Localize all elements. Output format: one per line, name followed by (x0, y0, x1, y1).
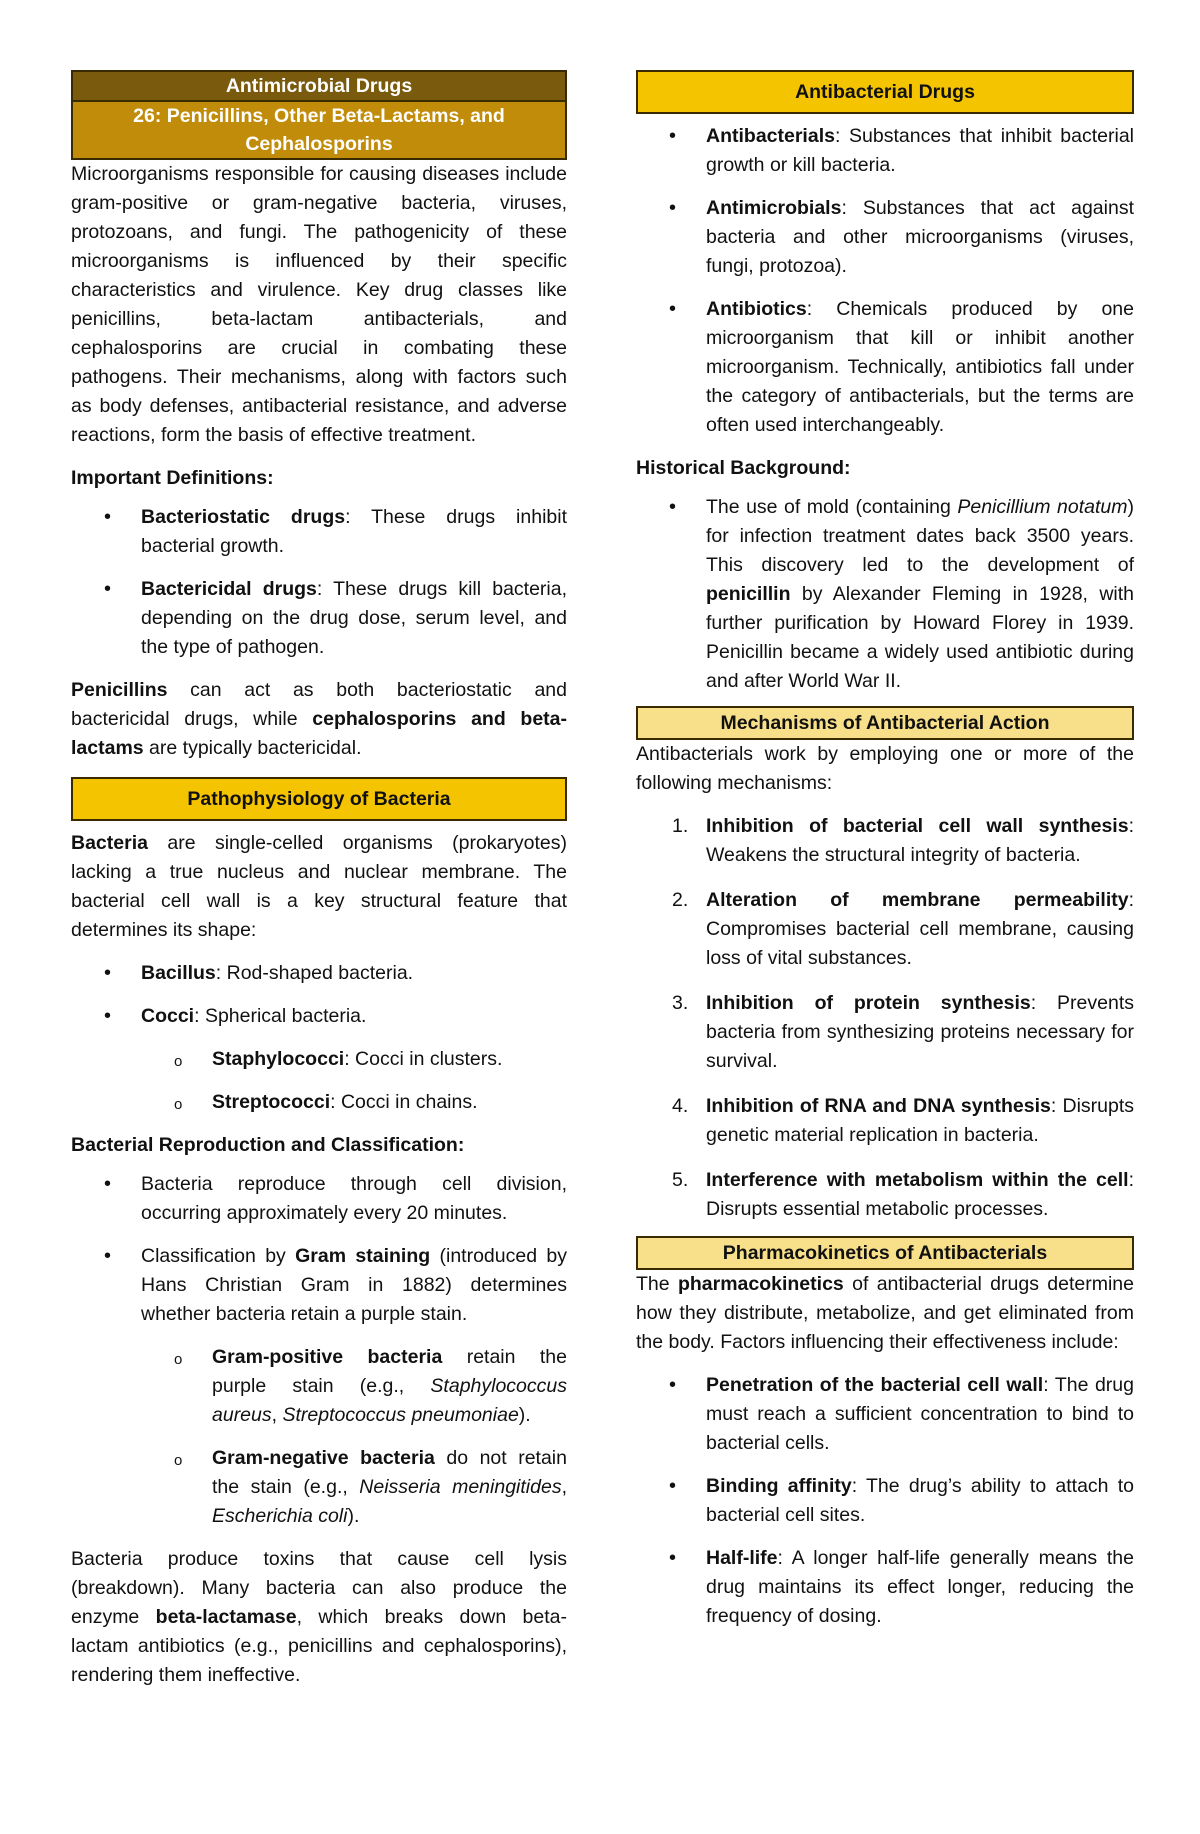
list-item: 5. Interference with metabolism within the cell: Disrupts essential metabolic processes. (672, 1169, 1134, 1220)
section-header-pathophysiology: Pathophysiology of Bacteria (71, 777, 567, 821)
pk-factors-list (636, 1371, 1134, 1631)
terms-list (636, 122, 1134, 440)
list-item: o Streptococci: Cocci in chains. (71, 1088, 567, 1117)
list-item: o Staphylococci: Cocci in clusters. (71, 1045, 567, 1074)
list-item: • Classification by Gram staining (introduced by Hans Christian Gram in 1882) determines whether bacteria retain a purple stain. (71, 1242, 567, 1329)
list-item: 2. Alteration of membrane permeability: Compromises bacterial cell membrane, causing loss of vital substances. (672, 889, 1134, 969)
section-header-pharmacokinetics: Pharmacokinetics of Antibacterials (636, 1236, 1134, 1270)
list-item: o Gram-negative bacteria do not retain the stain (e.g., Neisseria meningitides, Escherichia coli). (71, 1444, 567, 1531)
list-item: • Antimicrobials: Substances that act against bacteria and other microorganisms (viruses, fungi, protozoa). (636, 194, 1134, 281)
list-item: 3. Inhibition of protein synthesis: Prevents bacteria from synthesizing proteins necessary for survival. (672, 992, 1134, 1072)
pathophysiology-intro: Bacteria are single-celled organisms (prokaryotes) lacking a true nucleus and nuclear membrane. The bacterial cell wall is a key structural feature that determines its shape: (71, 832, 567, 941)
reproduction-list (71, 1170, 567, 1329)
section-header-antibacterial: Antibacterial Drugs (636, 70, 1134, 114)
list-item: • Cocci: Spherical bacteria. (71, 1002, 567, 1031)
right-column (636, 70, 1134, 1645)
cocci-list (71, 1045, 567, 1117)
list-item: o Gram-positive bacteria retain the purple stain (e.g., Staphylococcus aureus, Streptococcus pneumoniae). (71, 1343, 567, 1430)
history-title: Historical Background: (636, 457, 851, 479)
toxins-paragraph: Bacteria produce toxins that cause cell lysis (breakdown). Many bacteria can also produce the enzyme beta-lactamase, which breaks down beta-lactam antibiotics (e.g., penicillins and cephalosporins), rendering them ineffective. (71, 1548, 567, 1686)
definitions-title: Important Definitions: (71, 467, 274, 489)
list-item: • Binding affinity: The drug’s ability to attach to bacterial cell sites. (636, 1472, 1134, 1530)
mechanisms-list (636, 812, 1134, 1224)
list-item: • Penetration of the bacterial cell wall: The drug must reach a sufficient concentration to bind to bacterial cells. (636, 1371, 1134, 1458)
list-item: 4. Inhibition of RNA and DNA synthesis: Disrupts genetic material replication in bacteria. (672, 1095, 1135, 1146)
chapter-title: 26: Penicillins, Other Beta-Lactams, and Cephalosporins (71, 102, 567, 160)
list-item: • Antibacterials: Substances that inhibit bacterial growth or kill bacteria. (636, 122, 1134, 180)
section-header-antimicrobial: Antimicrobial Drugs (71, 70, 567, 102)
definitions-list (71, 503, 567, 662)
list-item: • Antibiotics: Chemicals produced by one microorganism that kill or inhibit another microorganism. Technically, antibiotics fall under the category of antibacterials, but the terms are often used interchangeably. (636, 295, 1134, 440)
pharmacokinetics-intro: The pharmacokinetics of antibacterial drugs determine how they distribute, metabolize, and get eliminated from the body. Factors influencing their effectiveness include: (636, 1273, 1134, 1353)
list-item: • Bacteriostatic drugs: These drugs inhibit bacterial growth. (71, 503, 567, 561)
gram-list (71, 1343, 567, 1531)
list-item: • Half-life: A longer half-life generally means the drug maintains its effect longer, reducing the frequency of dosing. (636, 1544, 1134, 1631)
mechanisms-intro: Antibacterials work by employing one or more of the following mechanisms: (636, 743, 1134, 794)
list-item: • Bacillus: Rod-shaped bacteria. (71, 959, 567, 988)
section-header-mechanisms: Mechanisms of Antibacterial Action (636, 706, 1134, 740)
left-column (71, 70, 567, 1690)
shapes-list (71, 959, 567, 1031)
list-item: • Bactericidal drugs: These drugs kill bacteria, depending on the drug dose, serum level, and the type of pathogen. (71, 575, 567, 662)
intro-paragraph: Microorganisms responsible for causing diseases include gram-positive or gram-negative bacteria, viruses, protozoans, and fungi. The pathogenicity of these microorganisms is influenced by their specific characteristics and virulence. Key drug classes like penicillins, beta-lactam antibacterials, and cephalosporins are crucial in combating these pathogens. Their mechanisms, along with factors such as body defenses, antibacterial resistance, and adverse reactions, form the basis of effective treatment. (71, 163, 567, 446)
list-item: • Bacteria reproduce through cell division, occurring approximately every 20 minutes. (71, 1170, 567, 1228)
penicillin-note: Penicillins can act as both bacteriostatic and bactericidal drugs, while cephalosporins and beta-lactams are typically bactericidal. (71, 679, 567, 759)
list-item: • The use of mold (containing Penicillium notatum) for infection treatment dates back 3500 years. This discovery led to the development of penicillin by Alexander Fleming in 1928, with further purification by Howard Florey in 1939. Penicillin became a widely used antibiotic during and after World War II. (636, 493, 1134, 696)
reproduction-title: Bacterial Reproduction and Classification: (71, 1134, 465, 1156)
list-item: 1. Inhibition of bacterial cell wall synthesis: Weakens the structural integrity of bacteria. (672, 815, 1134, 866)
history-list (636, 493, 1134, 696)
